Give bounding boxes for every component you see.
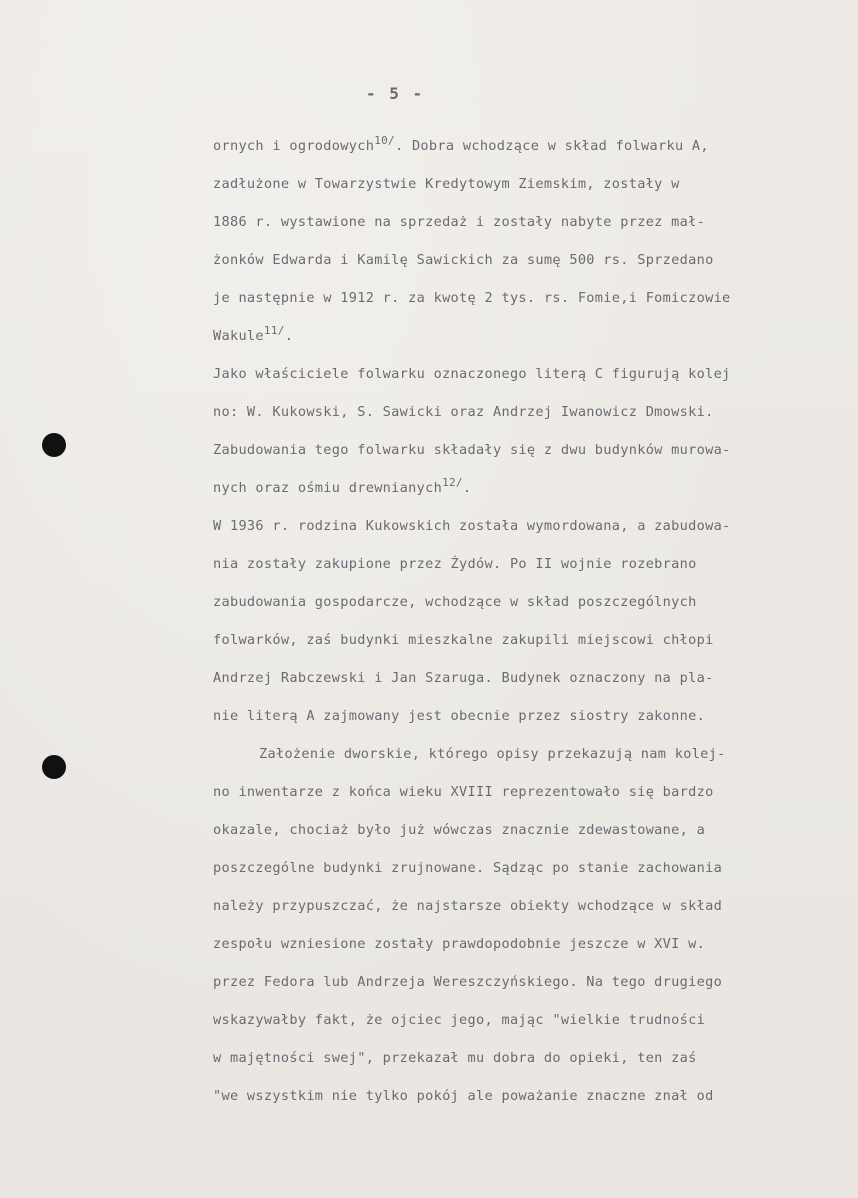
text-line — [213, 322, 853, 360]
text-line — [213, 398, 853, 436]
line-text: zabudowania gospodarcze, wchodzące w skład poszczególnych — [213, 594, 697, 610]
text-line — [213, 208, 853, 246]
text-line — [213, 930, 853, 968]
text-line — [213, 550, 853, 588]
line-text: żonków Edwarda i Kamilę Sawickich za sumę 500 rs. Sprzedano — [213, 252, 714, 268]
line-text: Andrzej Rabczewski i Jan Szaruga. Budynek oznaczony na pla- — [213, 670, 714, 686]
line-text: "we wszystkim nie tylko pokój ale poważanie znaczne znał od — [213, 1088, 714, 1104]
line-text: nia zostały zakupione przez Żydów. Po II wojnie rozebrano — [213, 556, 697, 572]
text-line — [213, 778, 853, 816]
text-line — [213, 626, 853, 664]
text-line — [213, 892, 853, 930]
line-text: w majętności swej", przekazał mu dobra do opieki, ten zaś — [213, 1050, 697, 1066]
text-line — [213, 816, 853, 854]
text-line — [213, 284, 853, 322]
text-line — [213, 474, 853, 512]
line-text: zespołu wzniesione zostały prawdopodobnie jeszcze w XVI w. — [213, 936, 706, 952]
line-text: ornych i ogrodowych — [213, 138, 375, 154]
line-text: poszczególne budynki zrujnowane. Sądząc po stanie zachowania — [213, 860, 723, 876]
line-text: je następnie w 1912 r. za kwotę 2 tys. rs. Fomie,i Fomiczowie — [213, 290, 731, 306]
punch-hole — [42, 755, 66, 779]
text-line — [213, 246, 853, 284]
text-line — [213, 702, 853, 740]
line-text: wskazywałby fakt, że ojciec jego, mając "wielkie trudności — [213, 1012, 706, 1028]
line-text: przez Fedora lub Andrzeja Wereszczyńskiego. Na tego drugiego — [213, 974, 723, 990]
text-line — [213, 512, 853, 550]
text-line — [213, 1044, 853, 1082]
line-text: nych oraz ośmiu drewnianych — [213, 480, 443, 496]
line-text-after: . — [284, 328, 294, 344]
line-text-after: . — [462, 480, 472, 496]
text-line — [213, 1082, 853, 1120]
text-line — [213, 854, 853, 892]
punch-hole — [42, 433, 66, 457]
line-text: zadłużone w Towarzystwie Kredytowym Ziemskim, zostały w — [213, 176, 680, 192]
line-text: nie literą A zajmowany jest obecnie przez siostry zakonne. — [213, 708, 706, 724]
body-text — [213, 132, 853, 1120]
line-text-after: . Dobra wchodzące w skład folwarku A, — [394, 138, 709, 154]
footnote-ref: 11/ — [263, 324, 285, 337]
text-line — [213, 436, 853, 474]
text-line — [213, 588, 853, 626]
text-line — [213, 132, 853, 170]
line-text: okazale, chociaż było już wówczas znacznie zdewastowane, a — [213, 822, 706, 838]
line-text: no: W. Kukowski, S. Sawicki oraz Andrzej Iwanowicz Dmowski. — [213, 404, 714, 420]
text-line — [213, 170, 853, 208]
line-text: 1886 r. wystawione na sprzedaż i zostały nabyte przez mał- — [213, 214, 706, 230]
line-text: Jako właściciele folwarku oznaczonego literą C figurują kolej — [213, 366, 731, 382]
line-text: W 1936 r. rodzina Kukowskich została wymordowana, a zabudowa- — [213, 518, 731, 534]
page-number: - 5 - — [366, 84, 425, 103]
line-text: należy przypuszczać, że najstarsze obiekty wchodzące w skład — [213, 898, 723, 914]
line-text: Założenie dworskie, którego opisy przekazują nam kolej- — [259, 746, 726, 762]
footnote-ref: 12/ — [442, 476, 463, 489]
line-text: no inwentarze z końca wieku XVIII reprezentowało się bardzo — [213, 784, 714, 800]
text-line — [213, 664, 853, 702]
text-line — [213, 968, 853, 1006]
line-text: Wakule — [213, 328, 264, 344]
text-line — [213, 1006, 853, 1044]
line-text: Zabudowania tego folwarku składały się z dwu budynków murowa- — [213, 442, 731, 458]
line-text: folwarków, zaś budynki mieszkalne zakupili miejscowi chłopi — [213, 632, 714, 648]
footnote-ref: 10/ — [374, 134, 395, 147]
text-line — [213, 360, 853, 398]
text-line — [213, 740, 853, 778]
